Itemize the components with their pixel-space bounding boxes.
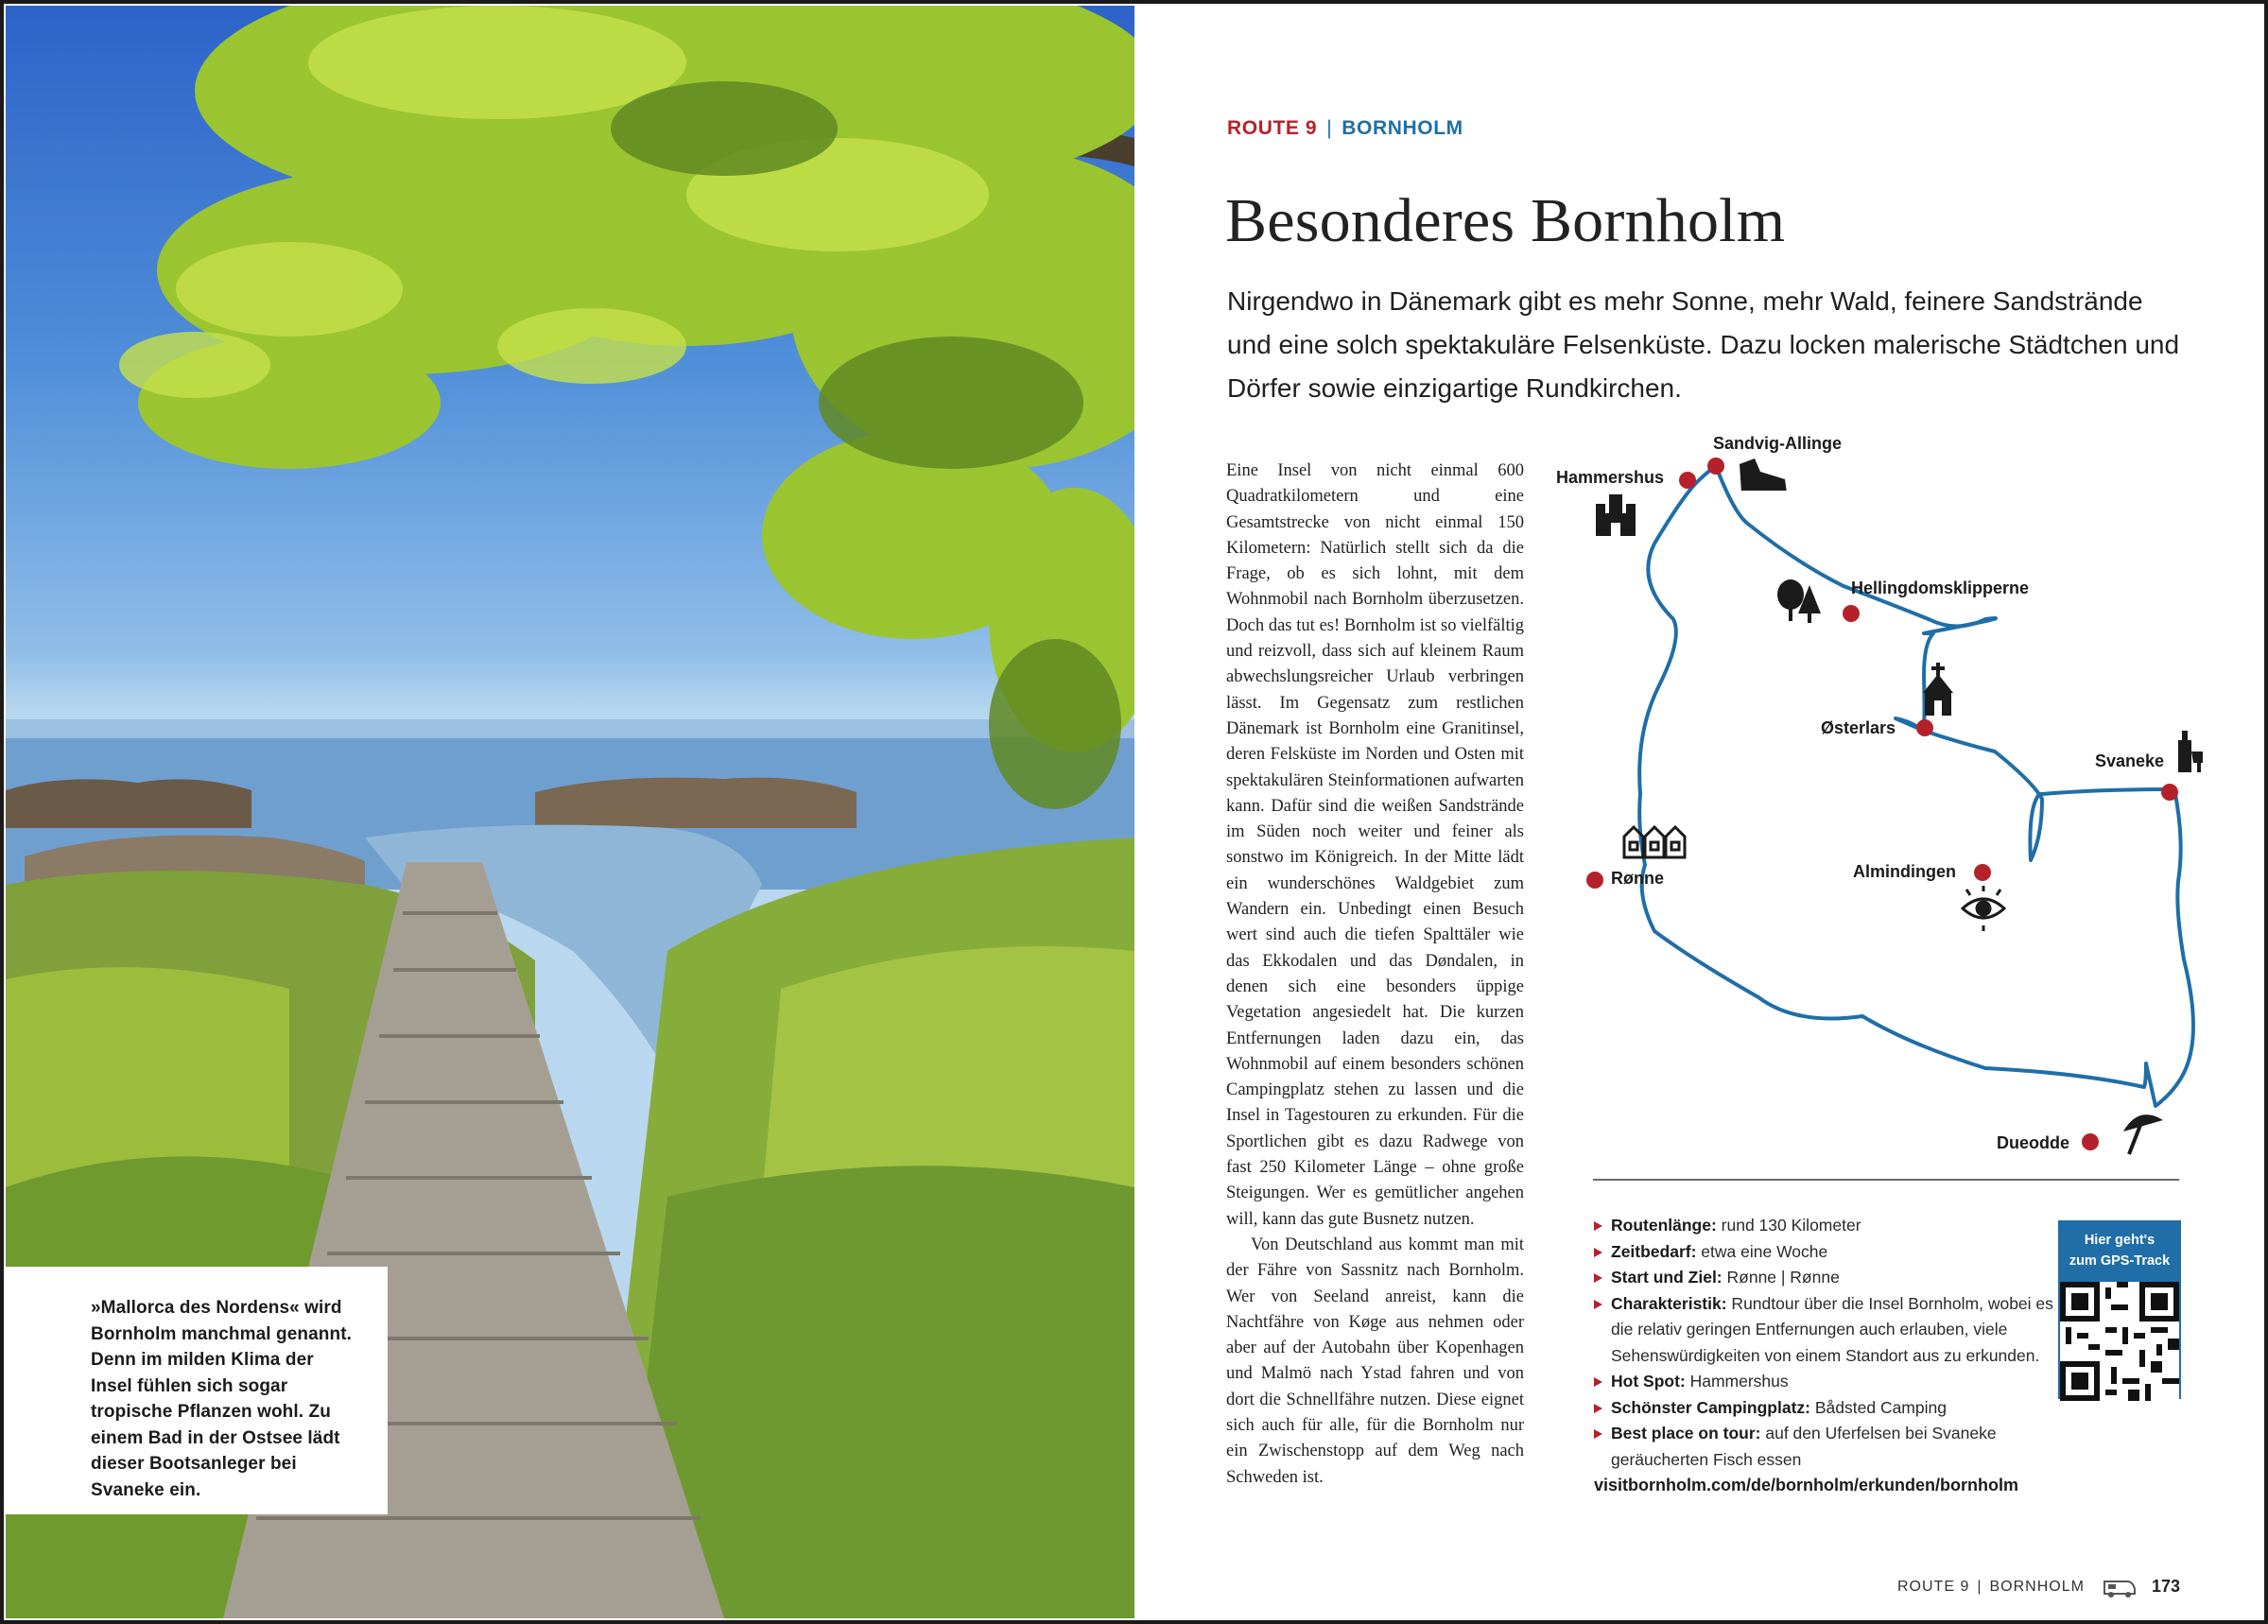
trees-icon xyxy=(1777,579,1821,623)
footer-separator: | xyxy=(1977,1579,1982,1595)
label-dueodde: Dueodde xyxy=(1997,1133,2070,1152)
label-ronne: Rønne xyxy=(1611,869,1664,888)
bottle-glass-icon xyxy=(2178,731,2203,772)
fact-campsite: Schönster Campingplatz: Bådsted Camping xyxy=(1594,1395,2086,1422)
stop-svaneke xyxy=(2161,784,2178,801)
page-footer xyxy=(1897,1579,2085,1596)
body-paragraph-1: Eine Insel von nicht einmal 600 Quadratkilometern und eine Gesamtstrecke von nicht einmal 150 Kilometern: Natürlich stellt sich da die Frage, ob es sich lohnt, mit dem Wohnmobil nach Bornholm überzusetzen. Doch das tut es! Bornholm ist so vielfältig und reizvoll, dass sich auf kleinem Raum abwechslungsreicher Urlaub verbringen lässt. Im Gegensatz zum restlichen Dänemark ist Bornholm eine Granitinsel, deren Felsküste im Norden und Osten mit spektakulären Steinformationen aufwarten kann. Dafür sind die weißen Sandstrände im Süden noch weiter und feiner als sonstwo im Königreich. In der Mitte lädt ein wunderschönes Waldgebiet zum Wandern ein. Unbedingt einen Besuch wert sind auch die tiefen Spalttäler wie das Ekkodalen und das Døndalen, in denen sich eine besonders üppige Vegetation angesiedelt hat. Die kurzen Entfernungen laden dazu ein, das Wohnmobil auf einem besonders schönen Campingplatz stehen zu lassen und die Insel in Tagestouren zu erkunden. Für die Sportlichen gibt es dazu Radwege von fast 250 Kilometer Länge – ohne große Steigungen. Wer es gemütlicher angehen will, kann das gute Busnetz nutzen. xyxy=(1226,461,1524,1229)
stop-sandvig xyxy=(1707,458,1724,475)
stop-hammershus xyxy=(1679,472,1696,489)
footer-route: ROUTE 9 xyxy=(1897,1579,1970,1595)
church-icon xyxy=(1923,663,1953,716)
fact-hot-spot: Hot Spot: Hammershus xyxy=(1594,1369,2086,1395)
hiking-boot-icon xyxy=(1740,458,1787,494)
kicker-separator: | xyxy=(1326,117,1333,139)
page-number: 173 xyxy=(2152,1577,2181,1596)
body-text xyxy=(1226,458,1524,1491)
eye-icon xyxy=(1963,886,2004,931)
label-svaneke: Svaneke xyxy=(2095,752,2165,770)
route-map-drawing xyxy=(1550,430,2203,1167)
label-hammershus: Hammershus xyxy=(1556,468,1665,487)
label-almindingen: Almindingen xyxy=(1853,862,1956,881)
region-name: BORNHOLM xyxy=(1342,117,1463,139)
gps-track-label: Hier geht's zum GPS-Track xyxy=(2069,1233,2171,1269)
route-map xyxy=(1550,430,2203,1167)
stop-osterlars xyxy=(1916,719,1933,736)
fact-best-place: Best place on tour: auf den Uferfelsen bei Svaneke geräucherten Fisch essen xyxy=(1594,1421,2086,1473)
photo-caption: »Mallorca des Nordens« wird Bornholm manchmal genannt. Denn im milden Klima der Insel fühlen sich sogar tropische Pflanzen wohl. Zu einem Bad in der Ostsee lädt dieser Bootsanleger bei Svaneke ein. xyxy=(91,1298,353,1500)
map-divider xyxy=(1593,1179,2179,1181)
stop-almindingen xyxy=(1974,864,1991,881)
label-osterlars: Østerlars xyxy=(1821,718,1896,737)
label-sandvig: Sandvig-Allinge xyxy=(1713,434,1843,453)
body-paragraph-2: Von Deutschland aus kommt man mit der Fähre von Sassnitz nach Bornholm. Wer von Seeland anreist, kann die Nachtfähre von Køge aus nehmen oder aber auf der Autobahn über Kopenhagen und Malmö nach Ystad fahren und von dort die Schnellfähre nutzen. Diese eignet sich auch für alle, für die Bornholm nur ein Zwischenstopp auf dem Weg nach Schweden ist. xyxy=(1226,1235,1524,1487)
route-line xyxy=(1639,466,2193,1106)
route-number: ROUTE 9 xyxy=(1227,117,1318,139)
houses-icon xyxy=(1624,827,1685,857)
label-hellingdom: Hellingdomsklipperne xyxy=(1851,579,2030,597)
stop-hellingdom xyxy=(1843,605,1860,622)
fact-character: Charakteristik: Rundtour über die Insel Bornholm, wobei es die relativ geringen Entfernungen auch erlauben, viele Sehenswürdigkeiten von einem Standort aus zu erkunden. xyxy=(1594,1291,2086,1370)
stop-dueodde xyxy=(2082,1133,2099,1150)
qr-code[interactable] xyxy=(2060,1282,2179,1401)
footer-region: BORNHOLM xyxy=(1989,1579,2085,1595)
fact-length: Routenlänge: rund 130 Kilometer xyxy=(1594,1213,2086,1239)
intro-paragraph: Nirgendwo in Dänemark gibt es mehr Sonne, mehr Wald, feinere Sandstrände und eine solch spektakuläre Felsenküste. Dazu locken malerische Städtchen und Dörfer sowie einzigartige Rundkirchen. xyxy=(1227,286,2180,403)
camper-van-icon xyxy=(2103,1578,2137,1598)
fact-duration: Zeitbedarf: etwa eine Woche xyxy=(1594,1239,2086,1266)
qr-code-icon xyxy=(2060,1282,2179,1401)
page-title: Besonderes Bornholm xyxy=(1225,186,1786,255)
stop-ronne xyxy=(1586,872,1603,889)
photo-caption-box xyxy=(6,1267,388,1514)
beach-umbrella-icon xyxy=(2123,1114,2163,1154)
tourism-link[interactable]: visitbornholm.com/de/bornholm/erkunden/bornholm xyxy=(1594,1476,2019,1494)
castle-icon xyxy=(1596,494,1636,536)
route-facts xyxy=(1594,1213,2086,1499)
route-kicker xyxy=(1227,117,1463,140)
fact-start-end: Start und Ziel: Rønne | Rønne xyxy=(1594,1265,2086,1291)
